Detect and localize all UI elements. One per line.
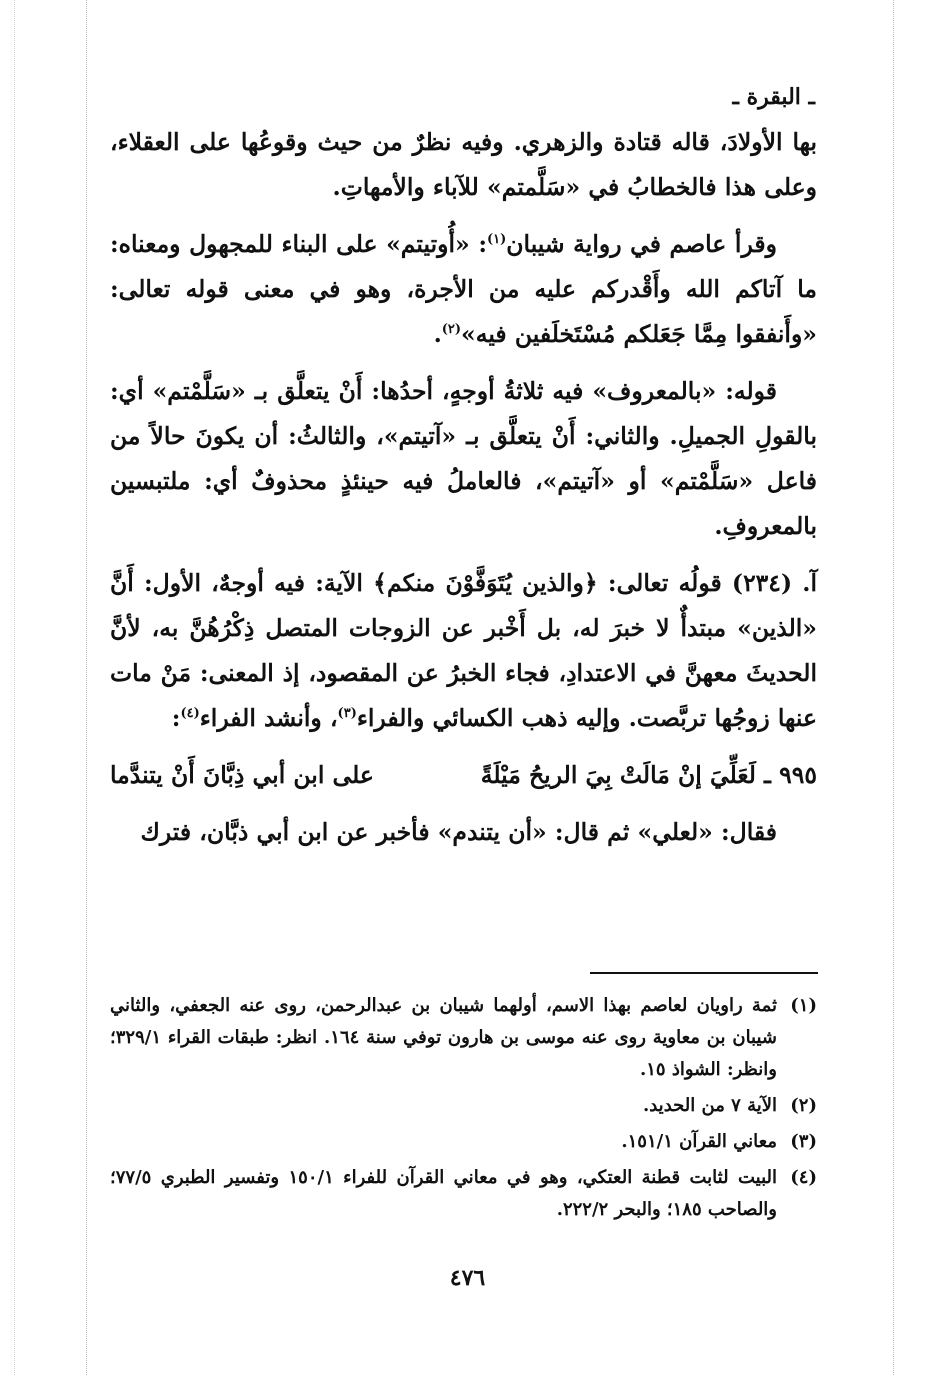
text-run: آ. (٢٣٤) قولُه تعالى: ﴿والذين يُتَوَفَّوْنَ منكم﴾ الآية: فيه أوجهٌ، الأول: أَنَّ «الذين» مبتدأٌ لا خبرَ له، بل أَخْبر عن الزوجات المتصل ذِكْرُهُنَّ به، لأنَّ الحديثَ معهنَّ في الاعتدادِ، فجاء الخبرُ عن المقصود، إذ المعنى: مَنْ مات عنها زوجُها تربَّصت. وإليه ذهب الكسائي والفراء [110,569,817,732]
text-run: وقرأ عاصم في رواية شيبان [506,230,778,258]
footnote-text: معاني القرآن ١٥١/١. [621,1131,777,1152]
footnote-separator [590,972,818,974]
page-number: ٤٧٦ [449,1265,486,1291]
footnote-text: الآية ٧ من الحديد. [642,1095,777,1116]
footnote-text: ثمة راويان لعاصم بهذا الاسم، أولهما شيبان بن عبدالرحمن، روى عنه الجعفي، والثاني شيبان بن معاوية روى عنه موسى بن هارون توفي سنة ١٦٤. انظر: طبقات القراء ٣٢٩/١؛ وانظر: الشواذ ١٥. [110,995,777,1080]
footnote-number: (٣) [790,1131,817,1152]
verse-hemistich-second: على ابن أبي ذِبَّانَ أَنْ يتندَّما [110,761,374,789]
footnote-mark: (٤) [180,706,200,722]
footnote [110,990,817,1086]
running-head: ـ البقرة ـ [732,84,815,110]
text-run: . [433,320,442,348]
text-run: لَعَلِّيَ إنْ مَالَتْ بِيَ الريحُ مَيْلَةً [480,761,756,789]
paragraph [110,561,817,741]
verse-line [110,753,817,798]
text-run: : [171,704,181,732]
paragraph [110,222,817,357]
paragraph: فقال: «لعلي» ثم قال: «أن يتندم» فأخبر عن ابن أبي ذبَّان، فترك [140,818,777,846]
text-run: ، وأنشد الفراء [199,704,338,732]
footnote [110,1090,817,1122]
footnote-mark: (٣) [337,706,357,722]
footnote-mark: (١) [487,232,507,248]
paragraph: قوله: «بالمعروف» فيه ثلاثةُ أوجهٍ، أحدُها: أَنْ يتعلَّق بـ «سَلَّمْتم» أي: بالقولِ الجميلِ. والثاني: أَنْ يتعلَّق بـ «آتيتم»، والثالثُ: أن يكونَ حالاً من فاعل «سَلَّمْتم» أو «آتيتم»، فالعاملُ فيه حينئذٍ محذوفٌ أي: ملتبسين بالمعروفِ. [110,377,817,540]
verse-hemistich-first [481,753,817,798]
paragraph: بها الأولادَ، قاله قتادة والزهري. وفيه نظرٌ من حيث وقوعُها على العقلاء، وعلى هذا فالخطابُ في «سَلَّمتم» للآباء والأمهاتِ. [110,128,817,201]
footnotes [110,990,817,1230]
body-text [110,120,817,867]
verse-number: ٩٩٥ ـ [764,761,817,789]
scan-edge-line [893,0,894,1375]
footnote-number: (١) [790,995,817,1016]
footnote-mark: (٢) [441,322,462,338]
footnote [110,1162,817,1226]
footnote [110,1126,817,1158]
footnote-number: (٢) [790,1095,817,1116]
scan-edge-line [86,0,87,1375]
text-run: : «أُوتيتم» على البناء للمجهول ومعناه: ما آتاكم الله وأَقْدركم عليه من الأجرة، وهو في معنى قوله تعالى: «وأَنفقوا مِمَّا جَعَلكم مُسْتَخلَفين فيه» [110,230,817,348]
footnote-number: (٤) [790,1167,817,1188]
scan-edge-line [14,0,15,1375]
footnote-text: البيت لثابت قطنة العتكي، وهو في معاني القرآن للفراء ١٥٠/١ وتفسير الطبري ٧٧/٥؛ والصاحب ١٨٥؛ والبحر ٢٢٢/٢. [110,1167,777,1220]
